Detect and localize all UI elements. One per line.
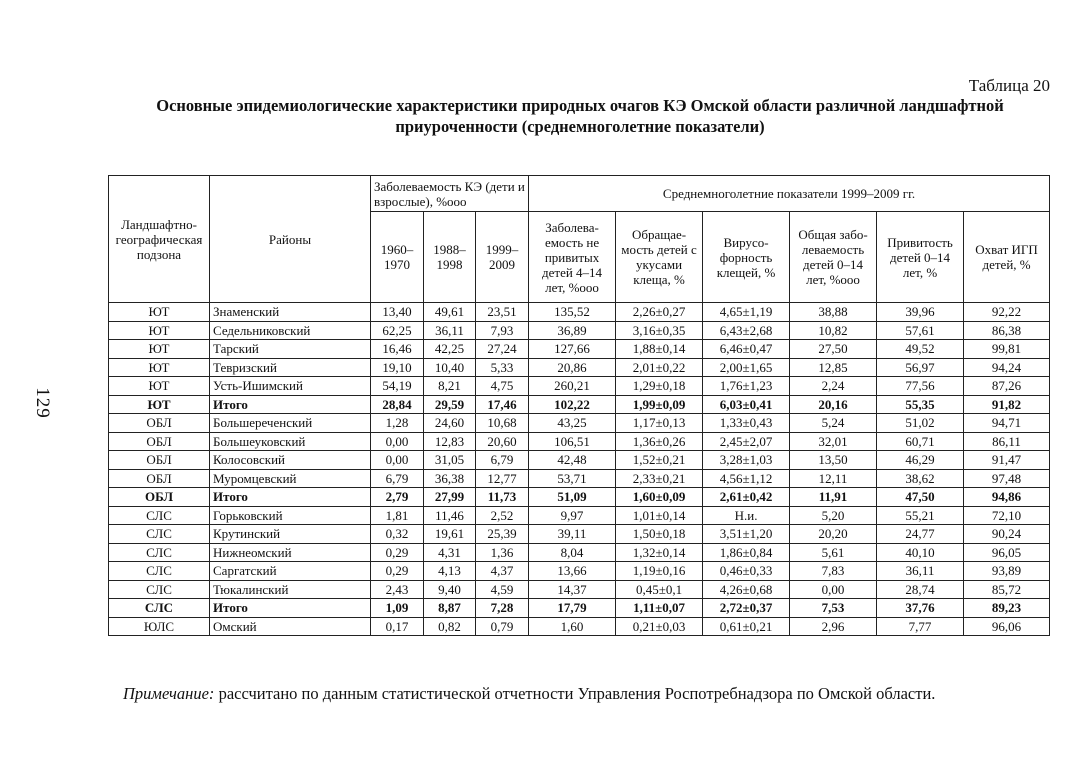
cell-1999-2009: 17,46: [476, 395, 529, 414]
table-caption: [100, 95, 1060, 137]
cell-general-incidence: 0,00: [790, 580, 877, 599]
cell-igp-coverage: 87,26: [964, 377, 1050, 396]
cell-unvaccinated: 102,22: [529, 395, 616, 414]
cell-virus: 2,72±0,37: [703, 599, 790, 618]
cell-tick-bites: 3,16±0,35: [616, 321, 703, 340]
cell-virus: 6,03±0,41: [703, 395, 790, 414]
cell-zone: ЮТ: [109, 303, 210, 322]
cell-tick-bites: 1,60±0,09: [616, 488, 703, 507]
cell-unvaccinated: 106,51: [529, 432, 616, 451]
cell-unvaccinated: 36,89: [529, 321, 616, 340]
cell-1999-2009: 1,36: [476, 543, 529, 562]
table-row: [109, 617, 1050, 636]
table-row-total: [109, 395, 1050, 414]
cell-district: Горьковский: [210, 506, 371, 525]
cell-1960-1970: 1,09: [371, 599, 424, 618]
cell-igp-coverage: 89,23: [964, 599, 1050, 618]
table-row: [109, 414, 1050, 433]
cell-zone: СЛС: [109, 525, 210, 544]
cell-1988-1998: 12,83: [424, 432, 476, 451]
cell-igp-coverage: 90,24: [964, 525, 1050, 544]
cell-vaccination: 46,29: [877, 451, 964, 470]
cell-unvaccinated: 127,66: [529, 340, 616, 359]
cell-zone: ОБЛ: [109, 488, 210, 507]
cell-tick-bites: 1,19±0,16: [616, 562, 703, 581]
cell-unvaccinated: 43,25: [529, 414, 616, 433]
table-row: [109, 377, 1050, 396]
cell-vaccination: 49,52: [877, 340, 964, 359]
cell-general-incidence: 2,96: [790, 617, 877, 636]
cell-1988-1998: 31,05: [424, 451, 476, 470]
cell-tick-bites: 1,11±0,07: [616, 599, 703, 618]
cell-1960-1970: 0,00: [371, 451, 424, 470]
cell-1960-1970: 19,10: [371, 358, 424, 377]
cell-1999-2009: 5,33: [476, 358, 529, 377]
cell-general-incidence: 5,24: [790, 414, 877, 433]
cell-zone: ЮТ: [109, 395, 210, 414]
cell-tick-bites: 1,50±0,18: [616, 525, 703, 544]
cell-zone: ЮТ: [109, 377, 210, 396]
cell-unvaccinated: 20,86: [529, 358, 616, 377]
cell-1988-1998: 0,82: [424, 617, 476, 636]
cell-unvaccinated: 1,60: [529, 617, 616, 636]
cell-1999-2009: 27,24: [476, 340, 529, 359]
cell-1999-2009: 4,37: [476, 562, 529, 581]
cell-virus: 4,56±1,12: [703, 469, 790, 488]
cell-virus: 0,61±0,21: [703, 617, 790, 636]
cell-1988-1998: 4,31: [424, 543, 476, 562]
cell-igp-coverage: 92,22: [964, 303, 1050, 322]
cell-vaccination: 7,77: [877, 617, 964, 636]
cell-unvaccinated: 8,04: [529, 543, 616, 562]
cell-1988-1998: 36,38: [424, 469, 476, 488]
cell-1999-2009: 12,77: [476, 469, 529, 488]
cell-zone: СЛС: [109, 580, 210, 599]
cell-district: Знаменский: [210, 303, 371, 322]
cell-1999-2009: 4,75: [476, 377, 529, 396]
cell-general-incidence: 13,50: [790, 451, 877, 470]
cell-district: Муромцевский: [210, 469, 371, 488]
cell-1960-1970: 0,00: [371, 432, 424, 451]
cell-virus: 3,51±1,20: [703, 525, 790, 544]
cell-general-incidence: 10,82: [790, 321, 877, 340]
cell-tick-bites: 2,33±0,21: [616, 469, 703, 488]
cell-general-incidence: 12,85: [790, 358, 877, 377]
cell-district: Тюкалинский: [210, 580, 371, 599]
cell-vaccination: 37,76: [877, 599, 964, 618]
cell-district: Тарский: [210, 340, 371, 359]
cell-virus: 2,45±2,07: [703, 432, 790, 451]
cell-vaccination: 28,74: [877, 580, 964, 599]
cell-zone: ЮТ: [109, 321, 210, 340]
cell-vaccination: 51,02: [877, 414, 964, 433]
cell-1960-1970: 6,79: [371, 469, 424, 488]
table-row-total: [109, 599, 1050, 618]
cell-igp-coverage: 86,11: [964, 432, 1050, 451]
cell-tick-bites: 1,99±0,09: [616, 395, 703, 414]
cell-general-incidence: 20,16: [790, 395, 877, 414]
cell-unvaccinated: 17,79: [529, 599, 616, 618]
cell-zone: ЮТ: [109, 340, 210, 359]
cell-1960-1970: 16,46: [371, 340, 424, 359]
cell-zone: СЛС: [109, 599, 210, 618]
cell-tick-bites: 2,01±0,22: [616, 358, 703, 377]
header-period-1960-1970: 1960–1970: [371, 212, 424, 303]
table-row: [109, 321, 1050, 340]
cell-vaccination: 39,96: [877, 303, 964, 322]
cell-vaccination: 38,62: [877, 469, 964, 488]
cell-igp-coverage: 91,82: [964, 395, 1050, 414]
cell-district: Колосовский: [210, 451, 371, 470]
header-tick-bites: Обращае-мость детей с укусами клеща, %: [616, 212, 703, 303]
cell-igp-coverage: 72,10: [964, 506, 1050, 525]
table-row: [109, 506, 1050, 525]
cell-virus: 2,61±0,42: [703, 488, 790, 507]
cell-1988-1998: 4,13: [424, 562, 476, 581]
table-body: [109, 303, 1050, 636]
cell-virus: 4,65±1,19: [703, 303, 790, 322]
cell-zone: ОБЛ: [109, 469, 210, 488]
header-unvaccinated-incidence: Заболева-емость не привитых детей 4–14 лет, %ooo: [529, 212, 616, 303]
table-row: [109, 340, 1050, 359]
cell-1999-2009: 7,28: [476, 599, 529, 618]
header-incidence-group: Заболеваемость КЭ (дети и взрослые), %ooo: [371, 176, 529, 212]
table-row: [109, 432, 1050, 451]
cell-1960-1970: 1,81: [371, 506, 424, 525]
cell-vaccination: 56,97: [877, 358, 964, 377]
table-row: [109, 562, 1050, 581]
caption-line-2: приуроченности (среднемноголетние показатели): [395, 117, 765, 136]
cell-zone: СЛС: [109, 562, 210, 581]
cell-tick-bites: 0,45±0,1: [616, 580, 703, 599]
cell-1999-2009: 11,73: [476, 488, 529, 507]
cell-igp-coverage: 86,38: [964, 321, 1050, 340]
cell-district: Тевризский: [210, 358, 371, 377]
cell-vaccination: 55,21: [877, 506, 964, 525]
cell-1960-1970: 0,32: [371, 525, 424, 544]
cell-zone: ОБЛ: [109, 414, 210, 433]
cell-igp-coverage: 94,86: [964, 488, 1050, 507]
cell-district: Большереченский: [210, 414, 371, 433]
table-row: [109, 303, 1050, 322]
cell-unvaccinated: 14,37: [529, 580, 616, 599]
cell-zone: ОБЛ: [109, 451, 210, 470]
cell-igp-coverage: 91,47: [964, 451, 1050, 470]
cell-district: Итого: [210, 488, 371, 507]
cell-district: Саргатский: [210, 562, 371, 581]
cell-1960-1970: 13,40: [371, 303, 424, 322]
cell-igp-coverage: 96,06: [964, 617, 1050, 636]
cell-unvaccinated: 135,52: [529, 303, 616, 322]
cell-unvaccinated: 53,71: [529, 469, 616, 488]
footnote-text: рассчитано по данным статистической отчетности Управления Роспотребнадзора по Омской области.: [214, 684, 936, 703]
cell-1960-1970: 0,29: [371, 562, 424, 581]
cell-virus: Н.и.: [703, 506, 790, 525]
cell-tick-bites: 1,88±0,14: [616, 340, 703, 359]
cell-1960-1970: 0,29: [371, 543, 424, 562]
cell-1960-1970: 28,84: [371, 395, 424, 414]
header-igp-coverage: Охват ИГП детей, %: [964, 212, 1050, 303]
cell-1960-1970: 62,25: [371, 321, 424, 340]
cell-virus: 2,00±1,65: [703, 358, 790, 377]
cell-1999-2009: 20,60: [476, 432, 529, 451]
cell-1988-1998: 19,61: [424, 525, 476, 544]
footnote-label: Примечание:: [123, 684, 215, 703]
cell-virus: 6,46±0,47: [703, 340, 790, 359]
cell-1988-1998: 10,40: [424, 358, 476, 377]
cell-1988-1998: 8,21: [424, 377, 476, 396]
cell-tick-bites: 1,52±0,21: [616, 451, 703, 470]
cell-1960-1970: 54,19: [371, 377, 424, 396]
table-row: [109, 580, 1050, 599]
cell-1999-2009: 25,39: [476, 525, 529, 544]
cell-tick-bites: 1,29±0,18: [616, 377, 703, 396]
cell-virus: 1,86±0,84: [703, 543, 790, 562]
cell-1988-1998: 49,61: [424, 303, 476, 322]
cell-zone: ЮЛС: [109, 617, 210, 636]
header-period-1988-1998: 1988–1998: [424, 212, 476, 303]
cell-tick-bites: 1,17±0,13: [616, 414, 703, 433]
cell-district: Итого: [210, 395, 371, 414]
cell-district: Итого: [210, 599, 371, 618]
table-row: [109, 358, 1050, 377]
cell-zone: ЮТ: [109, 358, 210, 377]
header-period-1999-2009: 1999–2009: [476, 212, 529, 303]
cell-virus: 3,28±1,03: [703, 451, 790, 470]
cell-1999-2009: 23,51: [476, 303, 529, 322]
cell-tick-bites: 2,26±0,27: [616, 303, 703, 322]
table-row: [109, 525, 1050, 544]
cell-tick-bites: 1,32±0,14: [616, 543, 703, 562]
cell-vaccination: 60,71: [877, 432, 964, 451]
header-district: Районы: [210, 176, 371, 303]
cell-1999-2009: 10,68: [476, 414, 529, 433]
table-row: [109, 543, 1050, 562]
cell-vaccination: 36,11: [877, 562, 964, 581]
header-vaccination: Привитость детей 0–14 лет, %: [877, 212, 964, 303]
cell-vaccination: 55,35: [877, 395, 964, 414]
cell-vaccination: 77,56: [877, 377, 964, 396]
cell-virus: 0,46±0,33: [703, 562, 790, 581]
cell-1960-1970: 2,79: [371, 488, 424, 507]
cell-district: Усть-Ишимский: [210, 377, 371, 396]
caption-line-1: Основные эпидемиологические характеристики природных очагов КЭ Омской области различной ландшафтной: [156, 96, 1004, 115]
cell-1999-2009: 6,79: [476, 451, 529, 470]
cell-general-incidence: 7,83: [790, 562, 877, 581]
header-zone: Ландшафтно-географическая подзона: [109, 176, 210, 303]
cell-1988-1998: 11,46: [424, 506, 476, 525]
table-number: Таблица 20: [968, 76, 1050, 95]
cell-vaccination: 57,61: [877, 321, 964, 340]
cell-1988-1998: 8,87: [424, 599, 476, 618]
cell-virus: 1,33±0,43: [703, 414, 790, 433]
cell-1988-1998: 24,60: [424, 414, 476, 433]
cell-district: Большеуковский: [210, 432, 371, 451]
header-general-incidence: Общая забо-леваемость детей 0–14 лет, %ooo: [790, 212, 877, 303]
cell-unvaccinated: 39,11: [529, 525, 616, 544]
cell-igp-coverage: 94,71: [964, 414, 1050, 433]
cell-1988-1998: 42,25: [424, 340, 476, 359]
cell-igp-coverage: 93,89: [964, 562, 1050, 581]
cell-vaccination: 24,77: [877, 525, 964, 544]
cell-1988-1998: 29,59: [424, 395, 476, 414]
cell-1960-1970: 2,43: [371, 580, 424, 599]
cell-1988-1998: 9,40: [424, 580, 476, 599]
cell-1960-1970: 1,28: [371, 414, 424, 433]
cell-tick-bites: 1,01±0,14: [616, 506, 703, 525]
cell-vaccination: 47,50: [877, 488, 964, 507]
cell-unvaccinated: 260,21: [529, 377, 616, 396]
cell-vaccination: 40,10: [877, 543, 964, 562]
cell-igp-coverage: 99,81: [964, 340, 1050, 359]
cell-igp-coverage: 85,72: [964, 580, 1050, 599]
cell-virus: 6,43±2,68: [703, 321, 790, 340]
cell-district: Нижнеомский: [210, 543, 371, 562]
cell-virus: 4,26±0,68: [703, 580, 790, 599]
cell-general-incidence: 2,24: [790, 377, 877, 396]
cell-1988-1998: 27,99: [424, 488, 476, 507]
cell-zone: СЛС: [109, 506, 210, 525]
cell-general-incidence: 7,53: [790, 599, 877, 618]
cell-tick-bites: 1,36±0,26: [616, 432, 703, 451]
cell-unvaccinated: 51,09: [529, 488, 616, 507]
cell-general-incidence: 20,20: [790, 525, 877, 544]
cell-general-incidence: 27,50: [790, 340, 877, 359]
cell-unvaccinated: 9,97: [529, 506, 616, 525]
cell-1988-1998: 36,11: [424, 321, 476, 340]
header-virus-carriage: Вирусо-форность клещей, %: [703, 212, 790, 303]
table-row: [109, 451, 1050, 470]
cell-tick-bites: 0,21±0,03: [616, 617, 703, 636]
cell-1999-2009: 0,79: [476, 617, 529, 636]
page-number: 129: [31, 387, 53, 419]
cell-general-incidence: 32,01: [790, 432, 877, 451]
cell-1999-2009: 7,93: [476, 321, 529, 340]
cell-unvaccinated: 42,48: [529, 451, 616, 470]
cell-igp-coverage: 97,48: [964, 469, 1050, 488]
header-avg-group: Среднемноголетние показатели 1999–2009 гг.: [529, 176, 1050, 212]
cell-zone: ОБЛ: [109, 432, 210, 451]
cell-1999-2009: 4,59: [476, 580, 529, 599]
cell-district: Седельниковский: [210, 321, 371, 340]
table-row: [109, 469, 1050, 488]
cell-igp-coverage: 96,05: [964, 543, 1050, 562]
cell-general-incidence: 12,11: [790, 469, 877, 488]
footnote: [123, 684, 935, 704]
table-row-total: [109, 488, 1050, 507]
epidemiology-table: [108, 175, 1050, 636]
cell-district: Омский: [210, 617, 371, 636]
cell-virus: 1,76±1,23: [703, 377, 790, 396]
cell-general-incidence: 11,91: [790, 488, 877, 507]
cell-district: Крутинский: [210, 525, 371, 544]
cell-1999-2009: 2,52: [476, 506, 529, 525]
cell-igp-coverage: 94,24: [964, 358, 1050, 377]
cell-general-incidence: 38,88: [790, 303, 877, 322]
cell-1960-1970: 0,17: [371, 617, 424, 636]
cell-general-incidence: 5,20: [790, 506, 877, 525]
cell-zone: СЛС: [109, 543, 210, 562]
cell-unvaccinated: 13,66: [529, 562, 616, 581]
cell-general-incidence: 5,61: [790, 543, 877, 562]
